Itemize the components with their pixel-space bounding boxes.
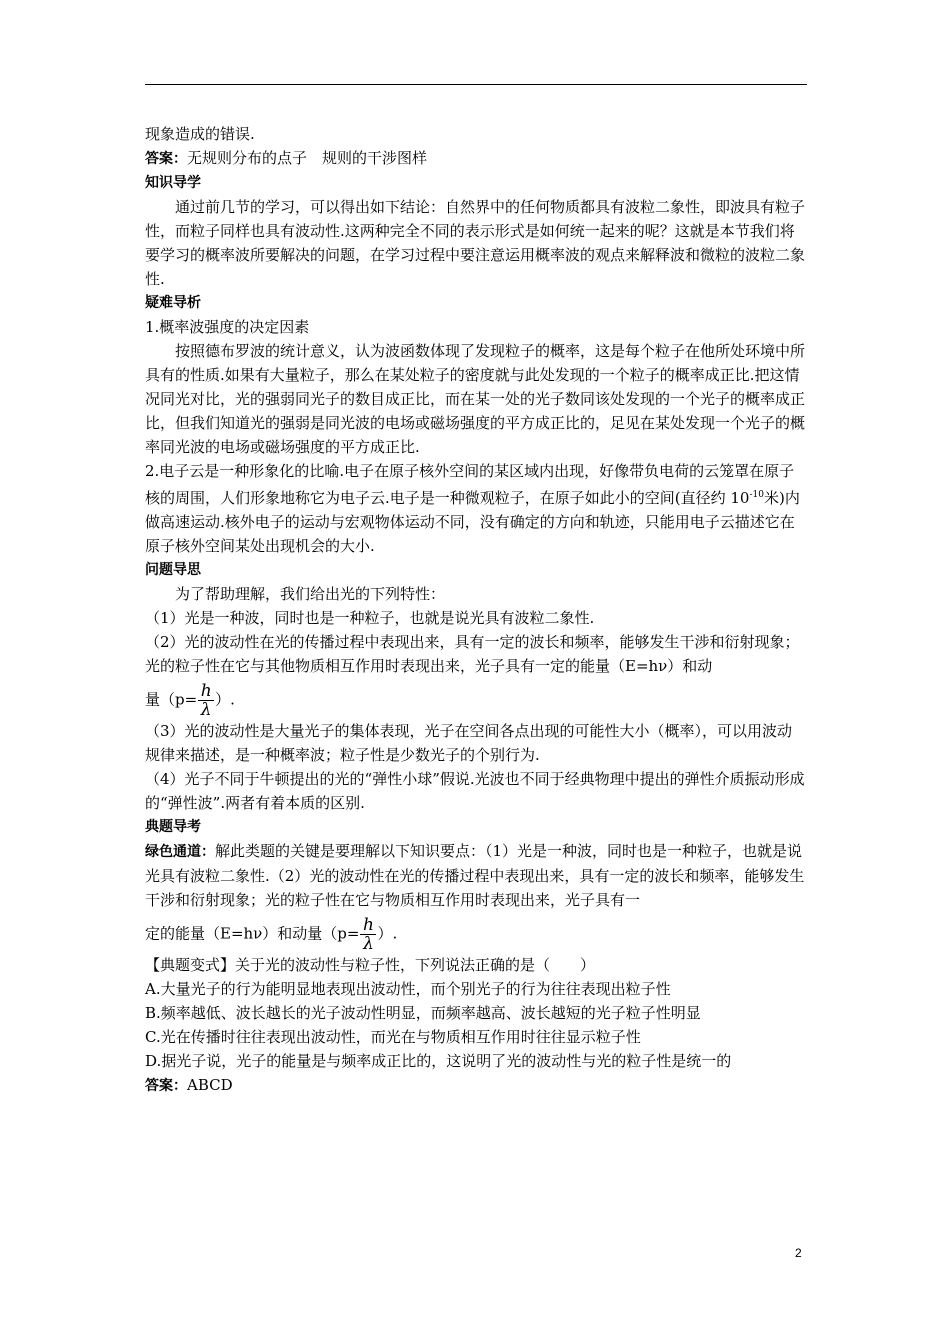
exponent: -10 (749, 490, 764, 500)
fraction-numerator: h (363, 915, 374, 935)
yinan-2-text-a: 2.电子云是一种形象化的比喻.电子在原子核外空间的某区域内出现，好像带负电荷的云笼罩在原子核的周围，人们形象地称它为电子云.电子是一种微观粒子，在原子如此小的空间(直径约 10 (145, 462, 795, 507)
header-rule (145, 84, 807, 85)
wenti-item-2-formula-line (145, 682, 807, 719)
option-c: C.光在传播时往往表现出波动性，而光在与物质相互作用时往往显示粒子性 (145, 1028, 641, 1046)
answer-line (145, 146, 807, 171)
fraction-denominator: λ (200, 700, 212, 720)
fraction-h-over-lambda (198, 682, 214, 719)
answer-text: ABCD (187, 1076, 233, 1094)
yinan-2-text-b: 米)内做高速运动.核外电子的运动与宏观物体运动不同，没有确定的方向和轨迹，只能用电子云描述它在原子核外空间某处出现机会的大小. (145, 489, 800, 555)
lvse-text: 解此类题的关键是要理解以下知识要点：（1）光是一种波，同时也是一种粒子，也就是说光具有波粒二象性.（2）光的波动性在光的传播过程中表现出来，具有一定的波长和频率，能够发生干涉和衍射现象；光的粒子性在它与物质相互作用时表现出来，光子具有一 (145, 842, 805, 909)
section-heading-zhishi: 知识导学 (145, 175, 201, 191)
section-heading-dianti: 典题导考 (145, 819, 201, 835)
text-line: 现象造成的错误. (145, 125, 255, 143)
formula-prefix: 量（p= (145, 690, 198, 709)
document-body (145, 122, 807, 1098)
section-heading-wenti: 问题导思 (145, 562, 201, 578)
lvse-formula-line (145, 916, 807, 953)
formula-suffix: ）. (377, 924, 398, 943)
formula-prefix: 定的能量（E=hν）和动量（p= (145, 924, 360, 943)
answer-label: 答案： (145, 1078, 187, 1094)
answer-label: 答案： (145, 151, 187, 167)
wenti-item-4: （4）光子不同于牛顿提出的光的“弹性小球”假说.光波也不同于经典物理中提出的弹性介质振动形成的“弹性波”.两者有着本质的区别. (145, 770, 805, 812)
paragraph-yinan-2 (145, 459, 807, 558)
lvse-label: 绿色通道： (145, 844, 215, 860)
paragraph-zhishi: 通过前几节的学习，可以得出如下结论：自然界中的任何物质都具有波粒二象性，即波具有粒子性，而粒子同样也具有波动性.这两种完全不同的表示形式是如何统一起来的呢？这就是本节我们将要学习的概率波所要解决的问题，在学习过程中要注意运用概率波的观点来解释波和微粒的波粒二象性. (145, 198, 806, 288)
option-d: D.据光子说，光子的能量是与频率成正比的，这说明了光的波动性与光的粒子性是统一的 (145, 1052, 732, 1070)
fraction-denominator: λ (363, 934, 374, 954)
paragraph-yinan-1: 按照德布罗波的统计意义，认为波函数体现了发现粒子的概率，这是每个粒子在他所处环境中所具有的性质.如果有大量粒子，那么在某处粒子的密度就与此处发现的一个粒子的概率成正比.把这情况同光对比，光的强弱同光子的数目成正比，而在某一处的光子数同该处发现的一个光子的概率成正比，但我们知道光的强弱是同光波的电场或磁场强度的平方成正比的，足见在某处发现一个光子的概率同光波的电场或磁场强度的平方成正比. (145, 342, 806, 456)
answer-line (145, 1073, 807, 1098)
answer-text: 无规则分布的点子 规则的干涉图样 (187, 149, 428, 167)
fraction-numerator: h (200, 681, 212, 701)
formula-suffix: ）. (215, 690, 235, 709)
wenti-intro: 为了帮助理解，我们给出光的下列特性： (175, 585, 446, 603)
wenti-item-2: （2）光的波动性在光的传播过程中表现出来，具有一定的波长和频率，能够发生干涉和衍射现象；光的粒子性在它与其他物质相互作用时表现出来，光子具有一定的能量（E=hν）和动 (145, 633, 800, 675)
option-b: B.频率越低、波长越长的光子波动性明显，而频率越高、波长越短的光子粒子性明显 (145, 1004, 701, 1022)
wenti-item-3: （3）光的波动性是大量光子的集体表现，光子在空间各点出现的可能性大小（概率），可以用波动规律来描述，是一种概率波；粒子性是少数光子的个别行为. (145, 722, 793, 764)
wenti-item-1: （1）光是一种波，同时也是一种粒子，也就是说光具有波粒二象性. (145, 609, 595, 627)
fraction-h-over-lambda (360, 916, 376, 953)
page-number: 2 (795, 1246, 802, 1260)
section-heading-yinan: 疑难导析 (145, 295, 201, 311)
option-a: A.大量光子的行为能明显地表现出波动性，而个别光子的行为往往表现出粒子性 (145, 980, 671, 998)
lvse-paragraph (145, 839, 807, 912)
question-stem: 【典题变式】关于光的波动性与粒子性，下列说法正确的是（ ） (145, 956, 596, 974)
yinan-item-title: 1.概率波强度的决定因素 (145, 318, 310, 336)
